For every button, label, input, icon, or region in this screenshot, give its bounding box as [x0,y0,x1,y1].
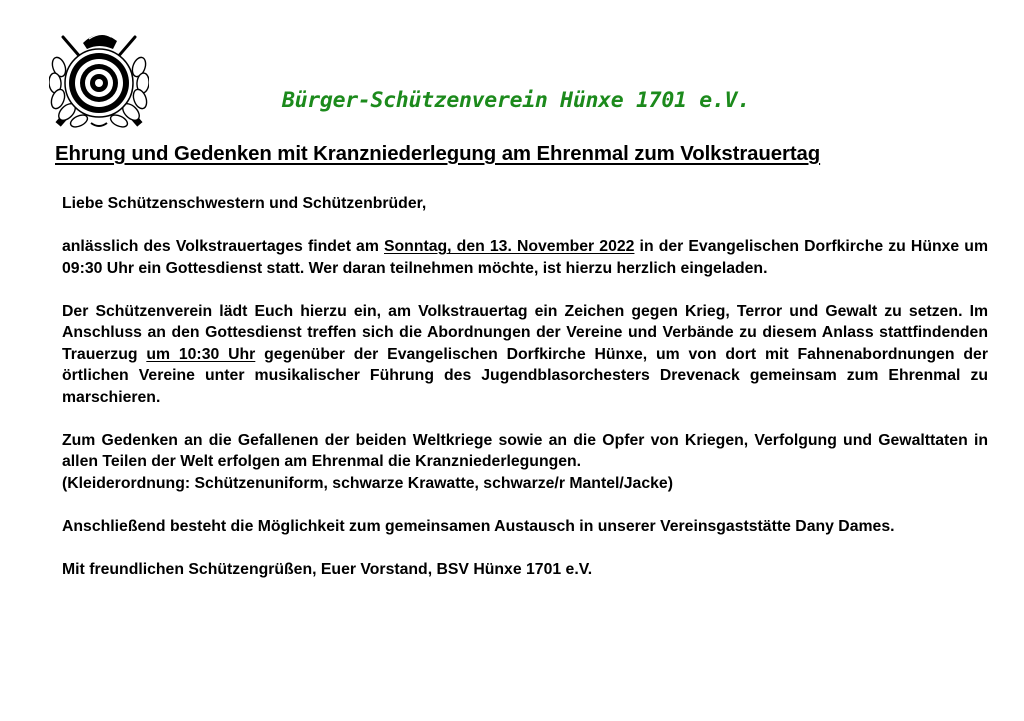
greeting: Liebe Schützenschwestern und Schützenbrüder, [62,195,427,212]
club-logo-icon [49,27,149,131]
paragraph-gathering: Anschließend besteht die Möglichkeit zum gemeinsamen Austausch in unserer Vereinsgaststätte Dany Dames. [62,517,895,535]
service-date: Sonntag, den 13. November 2022 [384,238,635,255]
dress-code: (Kleiderordnung: Schützenuniform, schwarze Krawatte, schwarze/r Mantel/Jacke) [62,474,673,492]
closing: Mit freundlichen Schützengrüßen, Euer Vorstand, BSV Hünxe 1701 e.V. [62,560,593,578]
paragraph-procession: Der Schützenverein lädt Euch hierzu ein, am Volkstrauertag ein Zeichen gegen Krieg, Terror und Gewalt zu setzen. Im Anschluss an den Gottesdienst treffen sich die Abordnungen der Vereine und Verbände zu diesem Anlass stattfindenden Trauerzug um 10:30 Uhr gegenüber der Evangelischen Dorfkirche Hünxe, um von dort mit Fahnenabordnungen der örtlichen Vereine unter musikalischer Führung des Jugendblasorchesters Drevenack gemeinsam zum Ehrenmal zu marschieren. [62,302,988,406]
document-title: Ehrung und Gedenken mit Kranzniederlegung am Ehrenmal zum Volkstrauertag [55,143,821,165]
letter-body [62,193,988,580]
paragraph-service: anlässlich des Volkstrauertages findet am Sonntag, den 13. November 2022 in der Evangelischen Dorfkirche zu Hünxe um 09:30 Uhr ein Gottesdienst statt. Wer daran teilnehmen möchte, ist hierzu herzlich eingeladen. [62,238,988,277]
procession-time: um 10:30 Uhr [146,345,256,363]
paragraph-wreath-laying: Zum Gedenken an die Gefallenen der beiden Weltkriege sowie an die Opfer von Kriegen, Verfolgung und Gewalttaten in allen Teilen der Welt erfolgen am Ehrenmal die Kranzniederlegungen. [62,431,988,470]
organization-name: Bürger-Schützenverein Hünxe 1701 e.V. [282,88,750,113]
